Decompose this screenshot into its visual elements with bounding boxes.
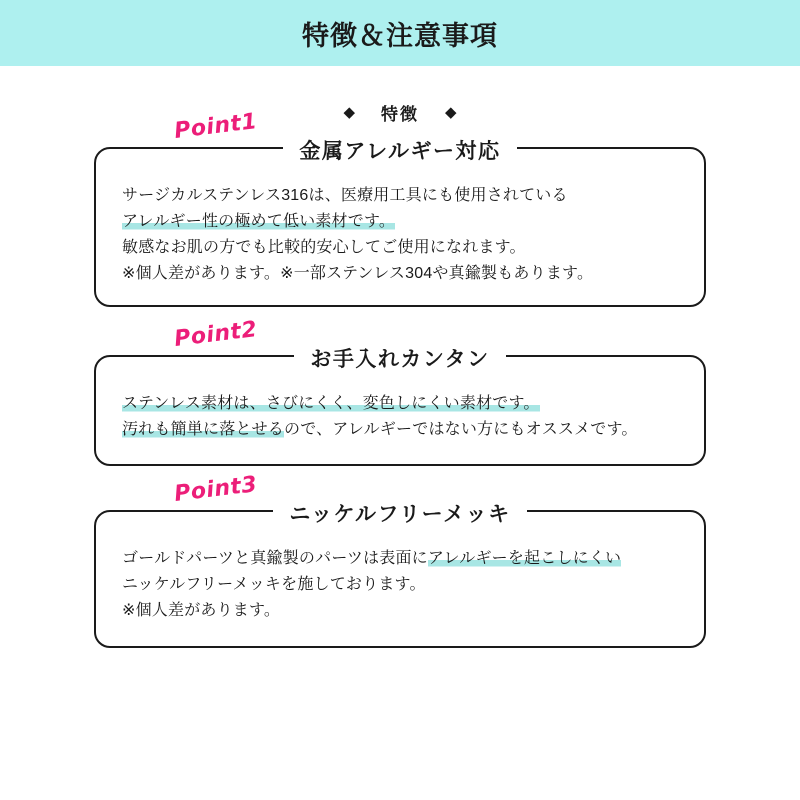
point-card — [94, 503, 706, 648]
point-title-wrap — [96, 343, 704, 373]
body-line — [122, 391, 678, 417]
body-line — [122, 572, 678, 598]
point-badge: Point2 — [172, 316, 259, 352]
point-badge: Point1 — [172, 109, 259, 144]
section-heading-label: 特徴 — [381, 105, 419, 124]
diamond-left-icon: ◆ — [343, 104, 355, 121]
point-badge: Point3 — [172, 472, 259, 508]
point-title: ニッケルフリーメッキ — [273, 498, 526, 528]
text-segment: ※個人差があります。 — [122, 602, 281, 620]
point-block — [94, 316, 706, 467]
body-line — [122, 546, 678, 572]
point-title: お手入れカンタン — [294, 343, 505, 373]
text-segment: ので、アレルギーではない方にもオススメです。 — [284, 420, 638, 438]
body-line — [122, 417, 678, 443]
text-segment: ※個人差があります。※一部ステンレス304や真鍮製もあります。 — [122, 264, 594, 282]
body-line — [122, 598, 678, 624]
point-title-wrap — [96, 135, 704, 165]
text-segment-highlighted: ステンレス素材は、さびにくく、変色しにくい素材です。 — [122, 394, 540, 412]
text-segment-highlighted: 汚れも簡単に落とせる — [122, 420, 285, 438]
page-title: 特徴＆注意事項 — [302, 20, 498, 51]
text-segment-highlighted: アレルギー性の極めて低い素材です。 — [122, 212, 396, 230]
body-line — [122, 209, 678, 235]
point-card — [94, 347, 706, 467]
body-line — [122, 261, 678, 287]
diamond-right-icon: ◆ — [445, 104, 457, 121]
text-segment: サージカルステンレス316は、医療用工具にも使用されている — [122, 187, 568, 204]
text-segment: ニッケルフリーメッキを施しております。 — [122, 576, 426, 594]
body-line — [122, 235, 678, 261]
point-body — [122, 183, 678, 287]
point-title: 金属アレルギー対応 — [283, 135, 516, 165]
text-segment: ゴールドパーツと真鍮製のパーツは表面に — [122, 550, 428, 568]
section-heading — [0, 100, 800, 125]
point-body — [122, 391, 678, 443]
point-card — [94, 140, 706, 307]
point-block — [94, 472, 706, 648]
point-title-wrap — [96, 498, 704, 528]
body-line — [122, 183, 678, 209]
text-segment: 敏感なお肌の方でも比較的安心してご使用になれます。 — [122, 238, 526, 256]
point-body — [122, 546, 678, 624]
text-segment-highlighted: アレルギーを起こしにくい — [427, 550, 622, 568]
header-band — [0, 0, 800, 66]
